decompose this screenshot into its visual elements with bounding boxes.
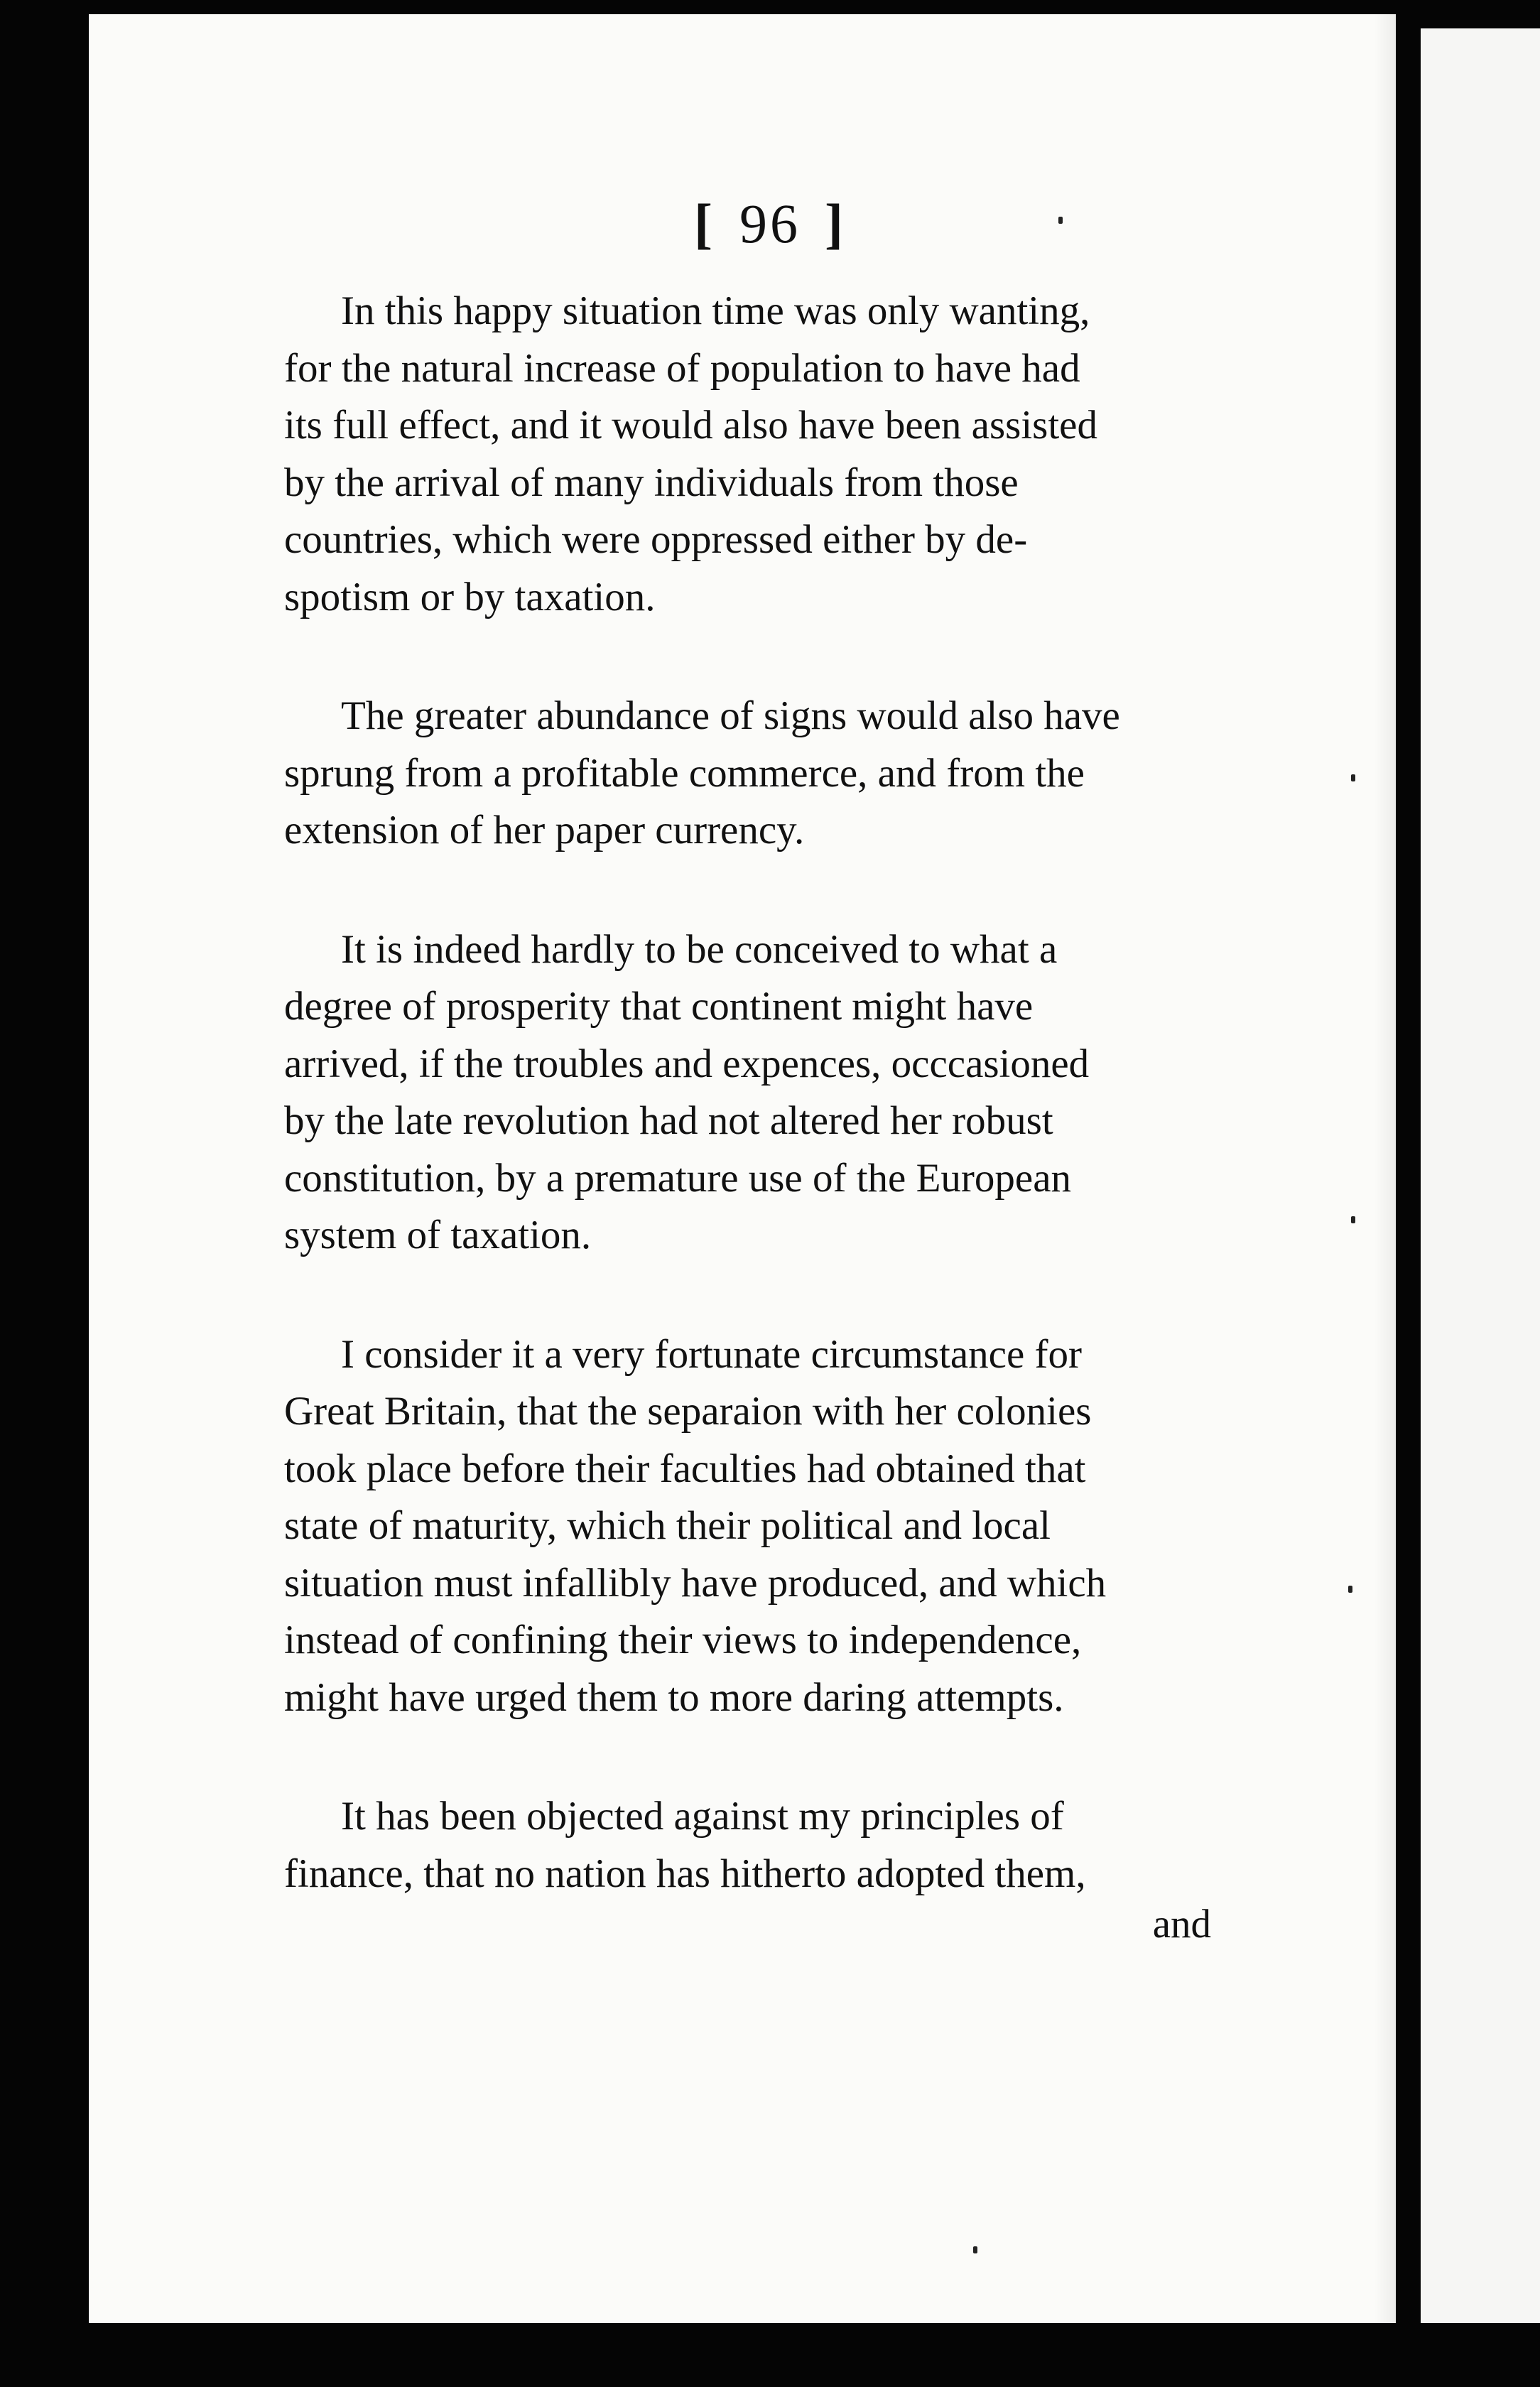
body-text: [284, 283, 1211, 1964]
right-bracket: ]: [825, 193, 846, 254]
paragraph-2: The greater abundance of signs would also have sprung from a profitable commerce, and from the extension of her paper currency.: [284, 693, 1120, 852]
paragraph-5: It has been objected against my principles of finance, that no nation has hitherto adopted them,: [284, 1794, 1086, 1896]
paragraph-4: I consider it a very fortunate circumstance for Great Britain, that the separaion with her colonies took place before their faculties had obtained that state of maturity, which their political and local situation must infallibly have produced, and which instead of confining their views to independence, might have urged them to more daring attempts.: [284, 1331, 1107, 1720]
paragraph-3: It is indeed hardly to be conceived to what a degree of prosperity that continent might have arrived, if the troubles and expences, occcasioned by the late revolution had not altered her robust constitution, by a premature use of the European system of taxation.: [284, 926, 1090, 1257]
page-number: 96: [739, 193, 801, 254]
page-edge-shadow: [1374, 14, 1396, 2323]
scan-speck: [973, 2246, 977, 2253]
scan-speck: [1058, 217, 1063, 224]
left-bracket: [: [694, 193, 715, 254]
scan-speck: [1348, 1586, 1352, 1593]
page-number-header: [0, 192, 1540, 256]
paragraph-1: In this happy situation time was only wanting, for the natural increase of population to have had its full effect, and it would also have been assisted by the arrival of many individuals from those countries, which were oppressed either by de- spotism or by taxation.: [284, 288, 1097, 619]
catchword: and: [1152, 1902, 1211, 1947]
scan-speck: [1351, 1216, 1355, 1223]
scan-speck: [1351, 774, 1355, 781]
facing-page-edge: [1421, 28, 1540, 2323]
